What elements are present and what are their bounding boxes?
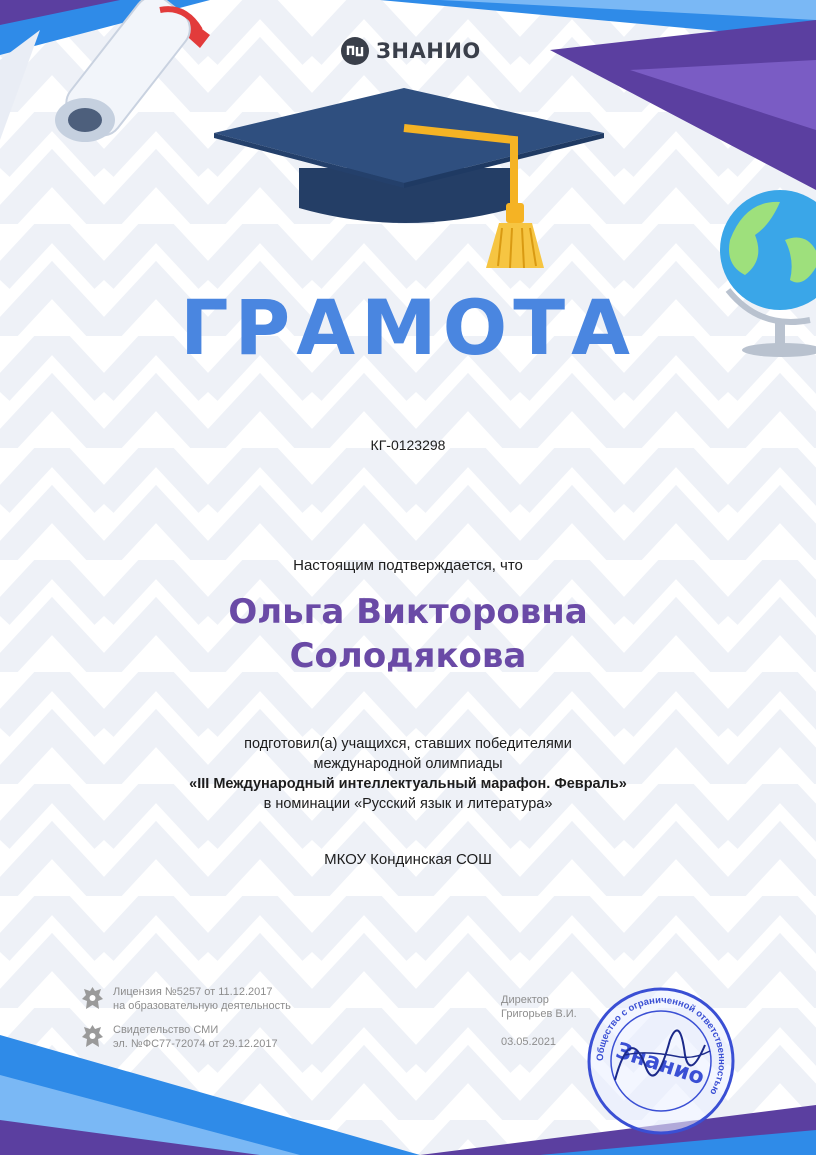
license-block: [80, 985, 291, 1061]
stamp-icon: [585, 985, 737, 1137]
certificate-title: ГРАМОТА: [180, 283, 636, 372]
stamp-ring-text: Общество с ограниченной ответственностью: [594, 994, 728, 1097]
issue-date: 03.05.2021: [501, 1036, 557, 1048]
recipient-surname: Солодякова: [289, 636, 527, 676]
license-purpose: на образовательную деятельность: [113, 1000, 291, 1012]
director-role: Директор: [501, 994, 549, 1006]
nomination-text: в номинации «Русский язык и литература»: [263, 796, 553, 812]
director-block: [501, 993, 577, 1049]
certificate-number: КГ-0123298: [370, 437, 446, 453]
logo-icon: [340, 36, 370, 66]
media-certificate-number: эл. №ФС77-72074 от 29.12.2017: [113, 1038, 278, 1050]
media-certificate-title: Свидетельство СМИ: [113, 1024, 219, 1036]
award-description: [0, 734, 816, 814]
emblem-icon: [80, 1023, 105, 1051]
stamp-center-text: Знанио: [612, 1038, 708, 1091]
graduation-cap-icon: [214, 88, 604, 278]
license-number: Лицензия №5257 от 11.12.2017: [113, 986, 273, 998]
school-name: МКОУ Кондинская СОШ: [324, 851, 492, 868]
recipient-name: [0, 590, 816, 678]
license-row: [80, 985, 291, 1013]
description-line-1: подготовил(а) учащихся, ставших победителями: [244, 736, 572, 752]
diploma-scroll-icon: [40, 0, 210, 160]
director-name: Григорьев В.И.: [501, 1008, 577, 1020]
media-certificate-row: [80, 1023, 291, 1051]
confirmation-text: Настоящим подтверждается, что: [293, 557, 523, 574]
recipient-first-names: Ольга Викторовна: [228, 592, 588, 632]
brand-logo: [340, 36, 481, 66]
brand-name: ЗНАНИО: [376, 39, 481, 63]
olympiad-name: «III Международный интеллектуальный марафон. Февраль»: [189, 776, 627, 792]
emblem-icon: [80, 985, 105, 1013]
description-line-2: международной олимпиады: [313, 756, 503, 772]
